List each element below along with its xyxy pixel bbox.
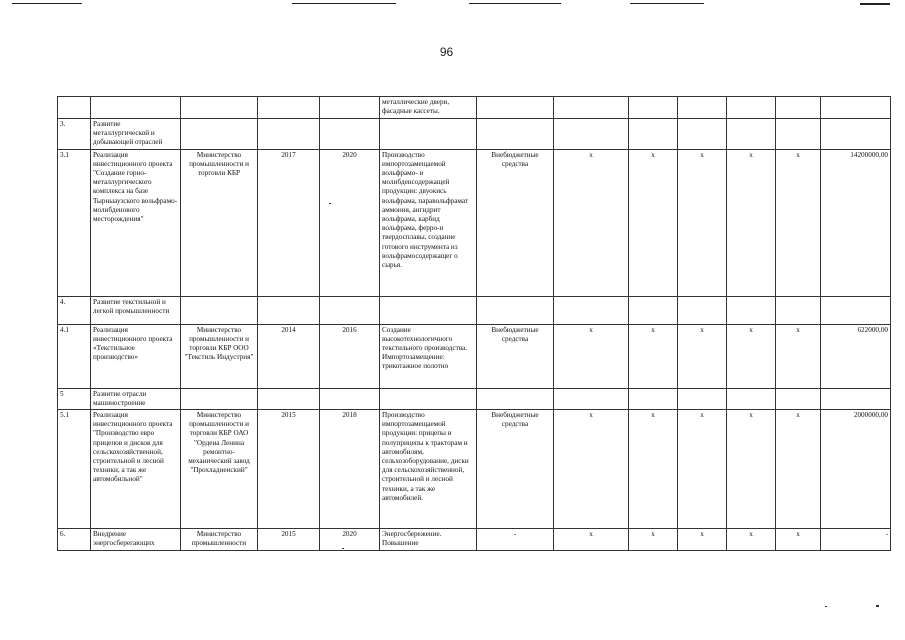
cell-name: Реализация инвестиционного проекта "Производство евро прицепов и дисков для сельскохозяйственной, строительной и лесной техники, а так же автомобильной" (91, 410, 181, 529)
table-row (58, 324, 891, 388)
cell-start (258, 388, 320, 409)
cell-m3 (678, 119, 727, 150)
cell-m5 (776, 119, 821, 150)
cell-result (380, 119, 477, 150)
cell-source: Внебюджетные средства (477, 324, 554, 388)
cell-result: Производство импортозамещаемой вольфрамо- и молибденсодержащей продукции: двуокись вольфрама, паравольфрамат аммония, ангидрит вольфрама, карбид вольфрама, ферро-и твердосплавы, создание готового инструмента из вольфрамосодержащег о сырья. (380, 149, 477, 296)
cell-end (320, 97, 380, 119)
cell-start: 2014 (258, 324, 320, 388)
cell-num: 6. (58, 529, 91, 551)
cell-start: 2017 (258, 149, 320, 296)
cell-m2 (629, 97, 678, 119)
cell-result: металлические двери, фасадные кассеты. (380, 97, 477, 119)
cell-m4: х (727, 324, 776, 388)
cell-m4: х (727, 410, 776, 529)
scan-top-rule (860, 3, 890, 5)
cell-m3 (678, 296, 727, 324)
cell-exec (181, 296, 258, 324)
cell-m2 (629, 388, 678, 409)
cell-start (258, 119, 320, 150)
cell-amount: 14200000,00 (821, 149, 891, 296)
cell-start: 2015 (258, 529, 320, 551)
cell-name: Внедрение энергосберегающих (91, 529, 181, 551)
cell-end: 2020 (320, 529, 380, 551)
cell-m5: х (776, 410, 821, 529)
cell-m2: х (629, 410, 678, 529)
cell-result: Создание высокотехнологичного текстильного производства. Импортозамещение: трикотажное полотно (380, 324, 477, 388)
cell-m5 (776, 97, 821, 119)
cell-end (320, 388, 380, 409)
program-table (57, 96, 891, 551)
cell-end: 2016 (320, 324, 380, 388)
cell-m2: х (629, 529, 678, 551)
cell-m2: х (629, 149, 678, 296)
cell-amount (821, 388, 891, 409)
cell-source: - (477, 529, 554, 551)
cell-num: 4.1 (58, 324, 91, 388)
scan-speck (329, 203, 331, 204)
cell-end: 2020 (320, 149, 380, 296)
cell-m5: х (776, 529, 821, 551)
cell-source: Внебюджетные средства (477, 410, 554, 529)
cell-source (477, 388, 554, 409)
table-row (58, 149, 891, 296)
table-row (58, 119, 891, 150)
cell-num (58, 97, 91, 119)
cell-source (477, 97, 554, 119)
page-number: 96 (439, 45, 454, 59)
cell-amount (821, 119, 891, 150)
cell-m4 (727, 296, 776, 324)
cell-m4 (727, 97, 776, 119)
table-row (58, 97, 891, 119)
cell-m3: х (678, 149, 727, 296)
cell-m1: х (554, 529, 629, 551)
cell-num: 3. (58, 119, 91, 150)
table-row (58, 529, 891, 551)
table-row (58, 410, 891, 529)
cell-exec: Министерство промышленности и торговли КБР ОАО "Ордена Ленина ремонтно-механический завод "Прохладненский" (181, 410, 258, 529)
cell-m2: х (629, 324, 678, 388)
cell-m3: х (678, 324, 727, 388)
cell-amount: 622000,00 (821, 324, 891, 388)
scan-speck (342, 548, 344, 549)
cell-num: 3.1 (58, 149, 91, 296)
cell-amount (821, 296, 891, 324)
cell-m1: х (554, 149, 629, 296)
cell-source: Внебюджетные средства (477, 149, 554, 296)
table-row (58, 388, 891, 409)
cell-num: 5.1 (58, 410, 91, 529)
cell-exec (181, 119, 258, 150)
cell-m2 (629, 119, 678, 150)
cell-exec: Министерство промышленности и торговли КБР ООО "Текстиль Индустрия" (181, 324, 258, 388)
cell-m4: х (727, 149, 776, 296)
cell-m4 (727, 388, 776, 409)
table-row (58, 296, 891, 324)
cell-result (380, 388, 477, 409)
cell-start: 2015 (258, 410, 320, 529)
cell-m3: х (678, 410, 727, 529)
scan-top-rule (469, 3, 561, 4)
cell-start (258, 97, 320, 119)
cell-start (258, 296, 320, 324)
cell-end: 2018 (320, 410, 380, 529)
cell-name: Развитие текстильной и легкой промышленности (91, 296, 181, 324)
cell-m1 (554, 296, 629, 324)
cell-exec (181, 97, 258, 119)
cell-num: 5 (58, 388, 91, 409)
cell-result: Энергосбережение. Повышение (380, 529, 477, 551)
cell-m1: х (554, 324, 629, 388)
cell-m4: х (727, 529, 776, 551)
cell-amount: 2000000,00 (821, 410, 891, 529)
cell-source (477, 296, 554, 324)
cell-m1: х (554, 410, 629, 529)
cell-source (477, 119, 554, 150)
cell-m1 (554, 97, 629, 119)
cell-name: Развитие отрасли машиностроение (91, 388, 181, 409)
cell-name (91, 97, 181, 119)
cell-amount: - (821, 529, 891, 551)
cell-exec: Министерство промышленности и торговли КБР (181, 149, 258, 296)
scan-top-rule (12, 3, 82, 4)
cell-end (320, 296, 380, 324)
scan-speck (825, 606, 827, 607)
cell-exec: Министерство промышленности (181, 529, 258, 551)
scan-top-rule (292, 3, 396, 4)
cell-m1 (554, 388, 629, 409)
cell-name: Развитие металлургической и добывающей отраслей (91, 119, 181, 150)
cell-m5 (776, 388, 821, 409)
cell-m5: х (776, 324, 821, 388)
cell-result (380, 296, 477, 324)
cell-m5 (776, 296, 821, 324)
cell-m5: х (776, 149, 821, 296)
cell-exec (181, 388, 258, 409)
cell-amount (821, 97, 891, 119)
cell-num: 4. (58, 296, 91, 324)
cell-m3 (678, 388, 727, 409)
scan-top-rule (630, 3, 704, 4)
cell-m1 (554, 119, 629, 150)
cell-m4 (727, 119, 776, 150)
cell-m3 (678, 97, 727, 119)
cell-name: Реализация инвестиционного проекта "Создание горно-металлургического комплекса на базе Тырныаузского вольфрамо-молибденового месторождения" (91, 149, 181, 296)
cell-m3: х (678, 529, 727, 551)
scan-speck (876, 605, 879, 607)
cell-result: Производство импортозамещаемой продукции: прицепы и полуприцепы к тракторам и автомобилям, сельхозоборудование, диски для сельскохозяйственной, строительной и лесной техники, а так же автомобилей. (380, 410, 477, 529)
cell-end (320, 119, 380, 150)
cell-name: Реализация инвестиционного проекта «Текстильное производство» (91, 324, 181, 388)
cell-m2 (629, 296, 678, 324)
